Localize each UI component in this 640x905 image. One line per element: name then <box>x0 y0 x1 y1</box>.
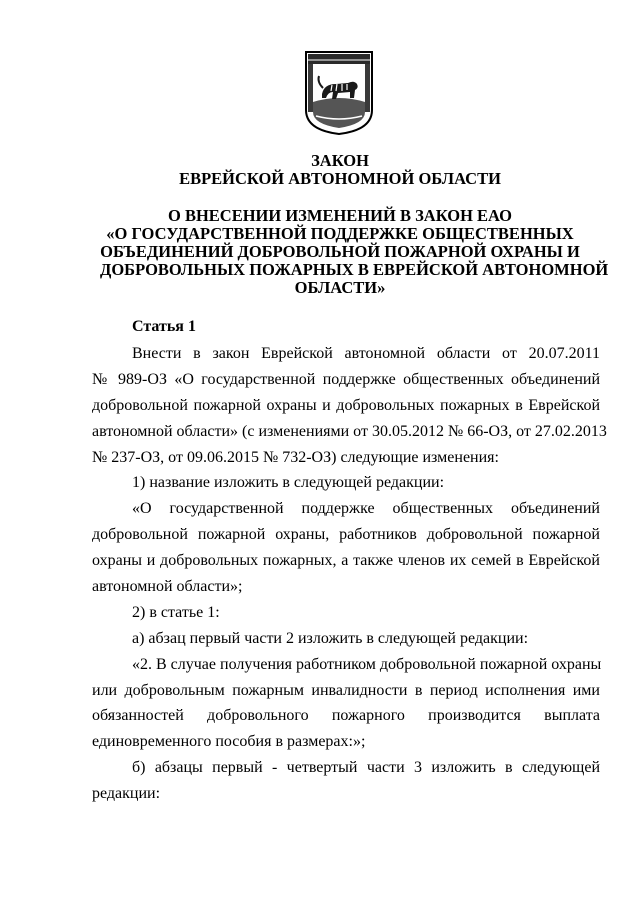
article-heading: Статья 1 <box>132 318 196 335</box>
text-line: добровольной пожарной охраны и добровольных пожарных в Еврейской <box>92 396 600 414</box>
law-title-line: ЗАКОН <box>311 151 369 170</box>
text-line: единовременного пособия в размерах:»; <box>92 733 366 751</box>
amendment-title-line: ОБЛАСТИ» <box>294 278 386 297</box>
amendment-title-line: ДОБРОВОЛЬНЫХ ПОЖАРНЫХ В ЕВРЕЙСКОЙ АВТОНОМНОЙ <box>100 260 609 279</box>
text-line: охраны и добровольных пожарных, а также членов их семей в Еврейской <box>92 552 600 570</box>
text-line: «2. В случае получения работником добровольной пожарной охраны <box>132 655 602 673</box>
article-body <box>92 341 607 807</box>
text-line: автономной области»; <box>92 578 243 596</box>
amendment-title <box>100 206 609 297</box>
amendment-title-line: О ВНЕСЕНИИ ИЗМЕНЕНИЙ В ЗАКОН ЕАО <box>168 206 512 225</box>
text-line: № 989-ОЗ «О государственной поддержке общественных объединений <box>92 370 600 388</box>
text-line: «О государственной поддержке общественных объединений <box>132 500 600 518</box>
law-title <box>100 152 580 188</box>
text-line: редакции: <box>92 785 161 803</box>
coat-of-arms-tiger-icon <box>302 50 376 136</box>
text-line: б) абзацы первый - четвертый части 3 изложить в следующей <box>132 759 600 777</box>
text-line: 2) в статье 1: <box>132 603 220 621</box>
text-line: добровольной пожарной охраны, работников добровольной пожарной <box>92 526 600 544</box>
amendment-title-line: ОБЪЕДИНЕНИЙ ДОБРОВОЛЬНОЙ ПОЖАРНОЙ ОХРАНЫ И <box>100 242 580 261</box>
text-line: Внести в закон Еврейской автономной области от 20.07.2011 <box>132 345 600 362</box>
text-line: обязанностей добровольного пожарного производится выплата <box>92 707 600 725</box>
text-line: № 237-ОЗ, от 09.06.2015 № 732-ОЗ) следующие изменения: <box>92 448 499 466</box>
law-title-line: ЕВРЕЙСКОЙ АВТОНОМНОЙ ОБЛАСТИ <box>179 169 501 188</box>
text-line: а) абзац первый части 2 изложить в следующей редакции: <box>132 629 529 647</box>
amendment-title-line: «О ГОСУДАРСТВЕННОЙ ПОДДЕРЖКЕ ОБЩЕСТВЕННЫХ <box>106 224 574 243</box>
text-line: или добровольным пожарным инвалидности в период исполнения ими <box>92 681 600 699</box>
text-line: 1) название изложить в следующей редакции: <box>132 474 445 492</box>
text-line: автономной области» (с изменениями от 30.05.2012 № 66-ОЗ, от 27.02.2013 <box>92 422 607 440</box>
